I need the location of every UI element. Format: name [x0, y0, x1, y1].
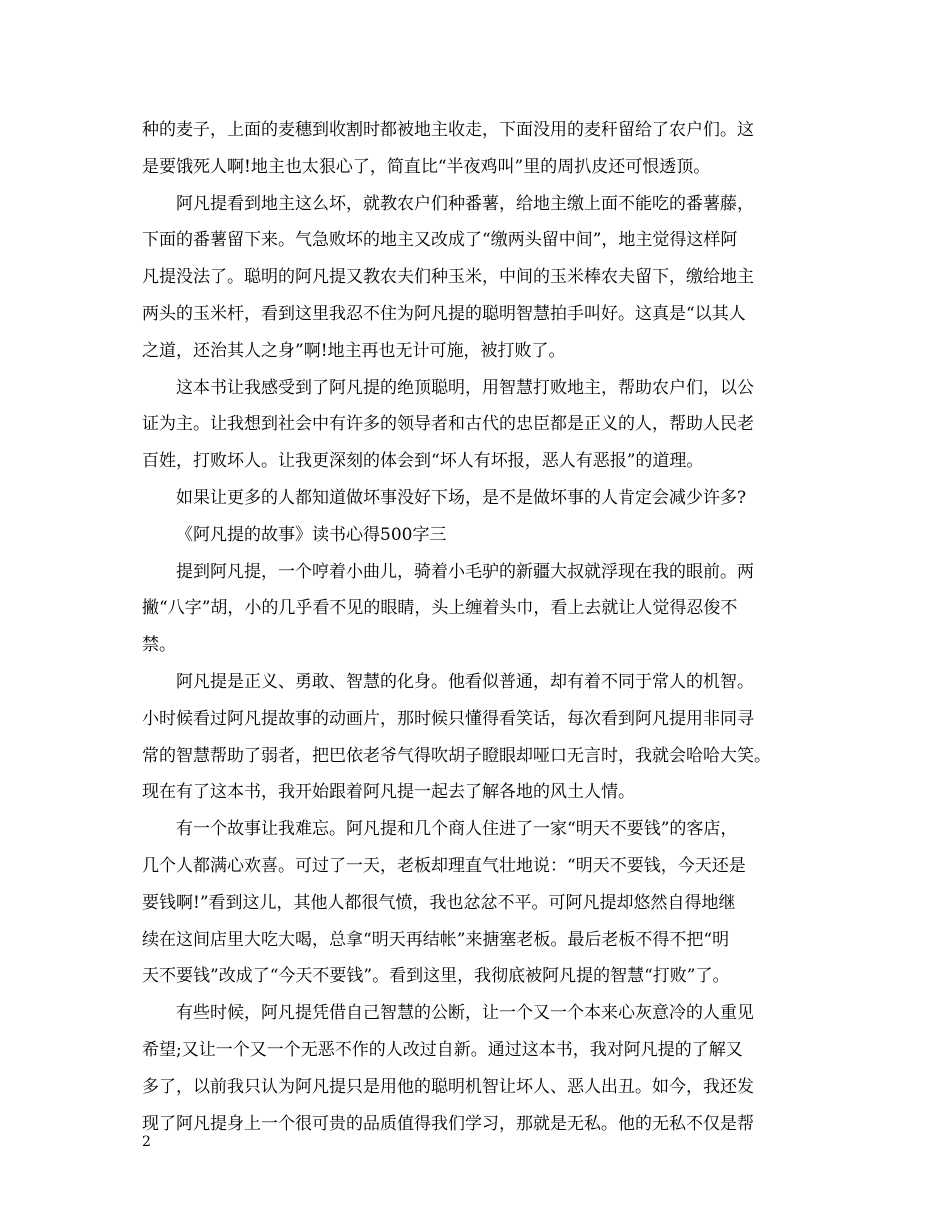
text-line: 要钱啊!”看到这儿，其他人都很气愤，我也忿忿不平。可阿凡提却悠然自得地继 — [142, 892, 736, 913]
text-line: 下面的番薯留下来。气急败坏的地主又改成了“缴两头留中间”，地主觉得这样阿 — [142, 230, 738, 251]
text-line: 种的麦子，上面的麦穗到收割时都被地主收走，下面没用的麦秆留给了农户们。这 — [142, 120, 754, 140]
text-line: 常的智慧帮助了弱者，把巴依老爷气得吹胡子瞪眼却哑口无言时，我就会哈哈大笑。 — [142, 745, 771, 766]
text-line: 撇“八字”胡，小的几乎看不见的眼睛，头上缠着头巾，看上去就让人觉得忍俊不 — [142, 598, 738, 619]
text-line: 证为主。让我想到社会中有许多的领导者和古代的忠臣都是正义的人，帮助人民老 — [142, 414, 754, 435]
text-line: 现在有了这本书，我开始跟着阿凡提一起去了解各地的风土人情。 — [142, 782, 635, 803]
text-line: 是要饿死人啊!地主也太狠心了，简直比“半夜鸡叫”里的周扒皮还可恨透顶。 — [142, 156, 711, 177]
text-line: 有一个故事让我难忘。阿凡提和几个商人住进了一家“明天不要钱”的客店， — [176, 819, 738, 840]
text-line: 小时候看过阿凡提故事的动画片，那时候只懂得看笑话，每次看到阿凡提用非同寻 — [142, 708, 754, 729]
text-line: 有些时候，阿凡提凭借自己智慧的公断，让一个又一个本来心灰意冷的人重见 — [176, 1003, 754, 1024]
document-body — [142, 112, 822, 1142]
text-line: 如果让更多的人都知道做坏事没好下场，是不是做坏事的人肯定会减少许多? — [176, 487, 747, 508]
text-line: 这本书让我感受到了阿凡提的绝顶聪明，用智慧打败地主，帮助农户们，以公 — [176, 377, 754, 398]
text-line: 天不要钱”改成了“今天不要钱”。看到这里，我彻底被阿凡提的智慧“打败”了。 — [142, 966, 730, 987]
text-line: 提到阿凡提，一个哼着小曲儿，骑着小毛驴的新疆大叔就浮现在我的眼前。两 — [176, 561, 754, 582]
text-line: 几个人都满心欢喜。可过了一天，老板却理直气壮地说：“明天不要钱，今天还是 — [142, 855, 746, 876]
text-line: 百姓，打败坏人。让我更深刻的体会到“坏人有坏报，恶人有恶报”的道理。 — [142, 451, 704, 472]
text-line: 之道，还治其人之身”啊!地主再也无计可施，被打败了。 — [142, 340, 566, 361]
text-line: 凡提没法了。聪明的阿凡提又教农夫们种玉米，中间的玉米棒农夫留下，缴给地主 — [142, 267, 754, 288]
text-line: 现了阿凡提身上一个很可贵的品质值得我们学习，那就是无私。他的无私不仅是帮 — [142, 1113, 754, 1134]
text-line: 阿凡提看到地主这么坏，就教农户们种番薯，给地主缴上面不能吃的番薯藤， — [176, 193, 754, 214]
text-line: 希望;又让一个又一个无恶不作的人改过自新。通过这本书，我对阿凡提的了解又 — [142, 1039, 743, 1060]
page-number: 2 — [142, 1134, 151, 1150]
text-line: 多了，以前我只认为阿凡提只是用他的聪明机智让坏人、恶人出丑。如今，我还发 — [142, 1076, 754, 1097]
section-heading: 《阿凡提的故事》读书心得500字三 — [176, 524, 447, 545]
text-line: 禁。 — [142, 635, 176, 656]
text-line: 阿凡提是正义、勇敢、智慧的化身。他看似普通，却有着不同于常人的机智。 — [176, 671, 754, 692]
text-line: 两头的玉米杆，看到这里我忍不住为阿凡提的聪明智慧拍手叫好。这真是“以其人 — [142, 303, 746, 324]
text-line: 续在这间店里大吃大喝，总拿“明天再结帐”来搪塞老板。最后老板不得不把“明 — [142, 929, 730, 950]
